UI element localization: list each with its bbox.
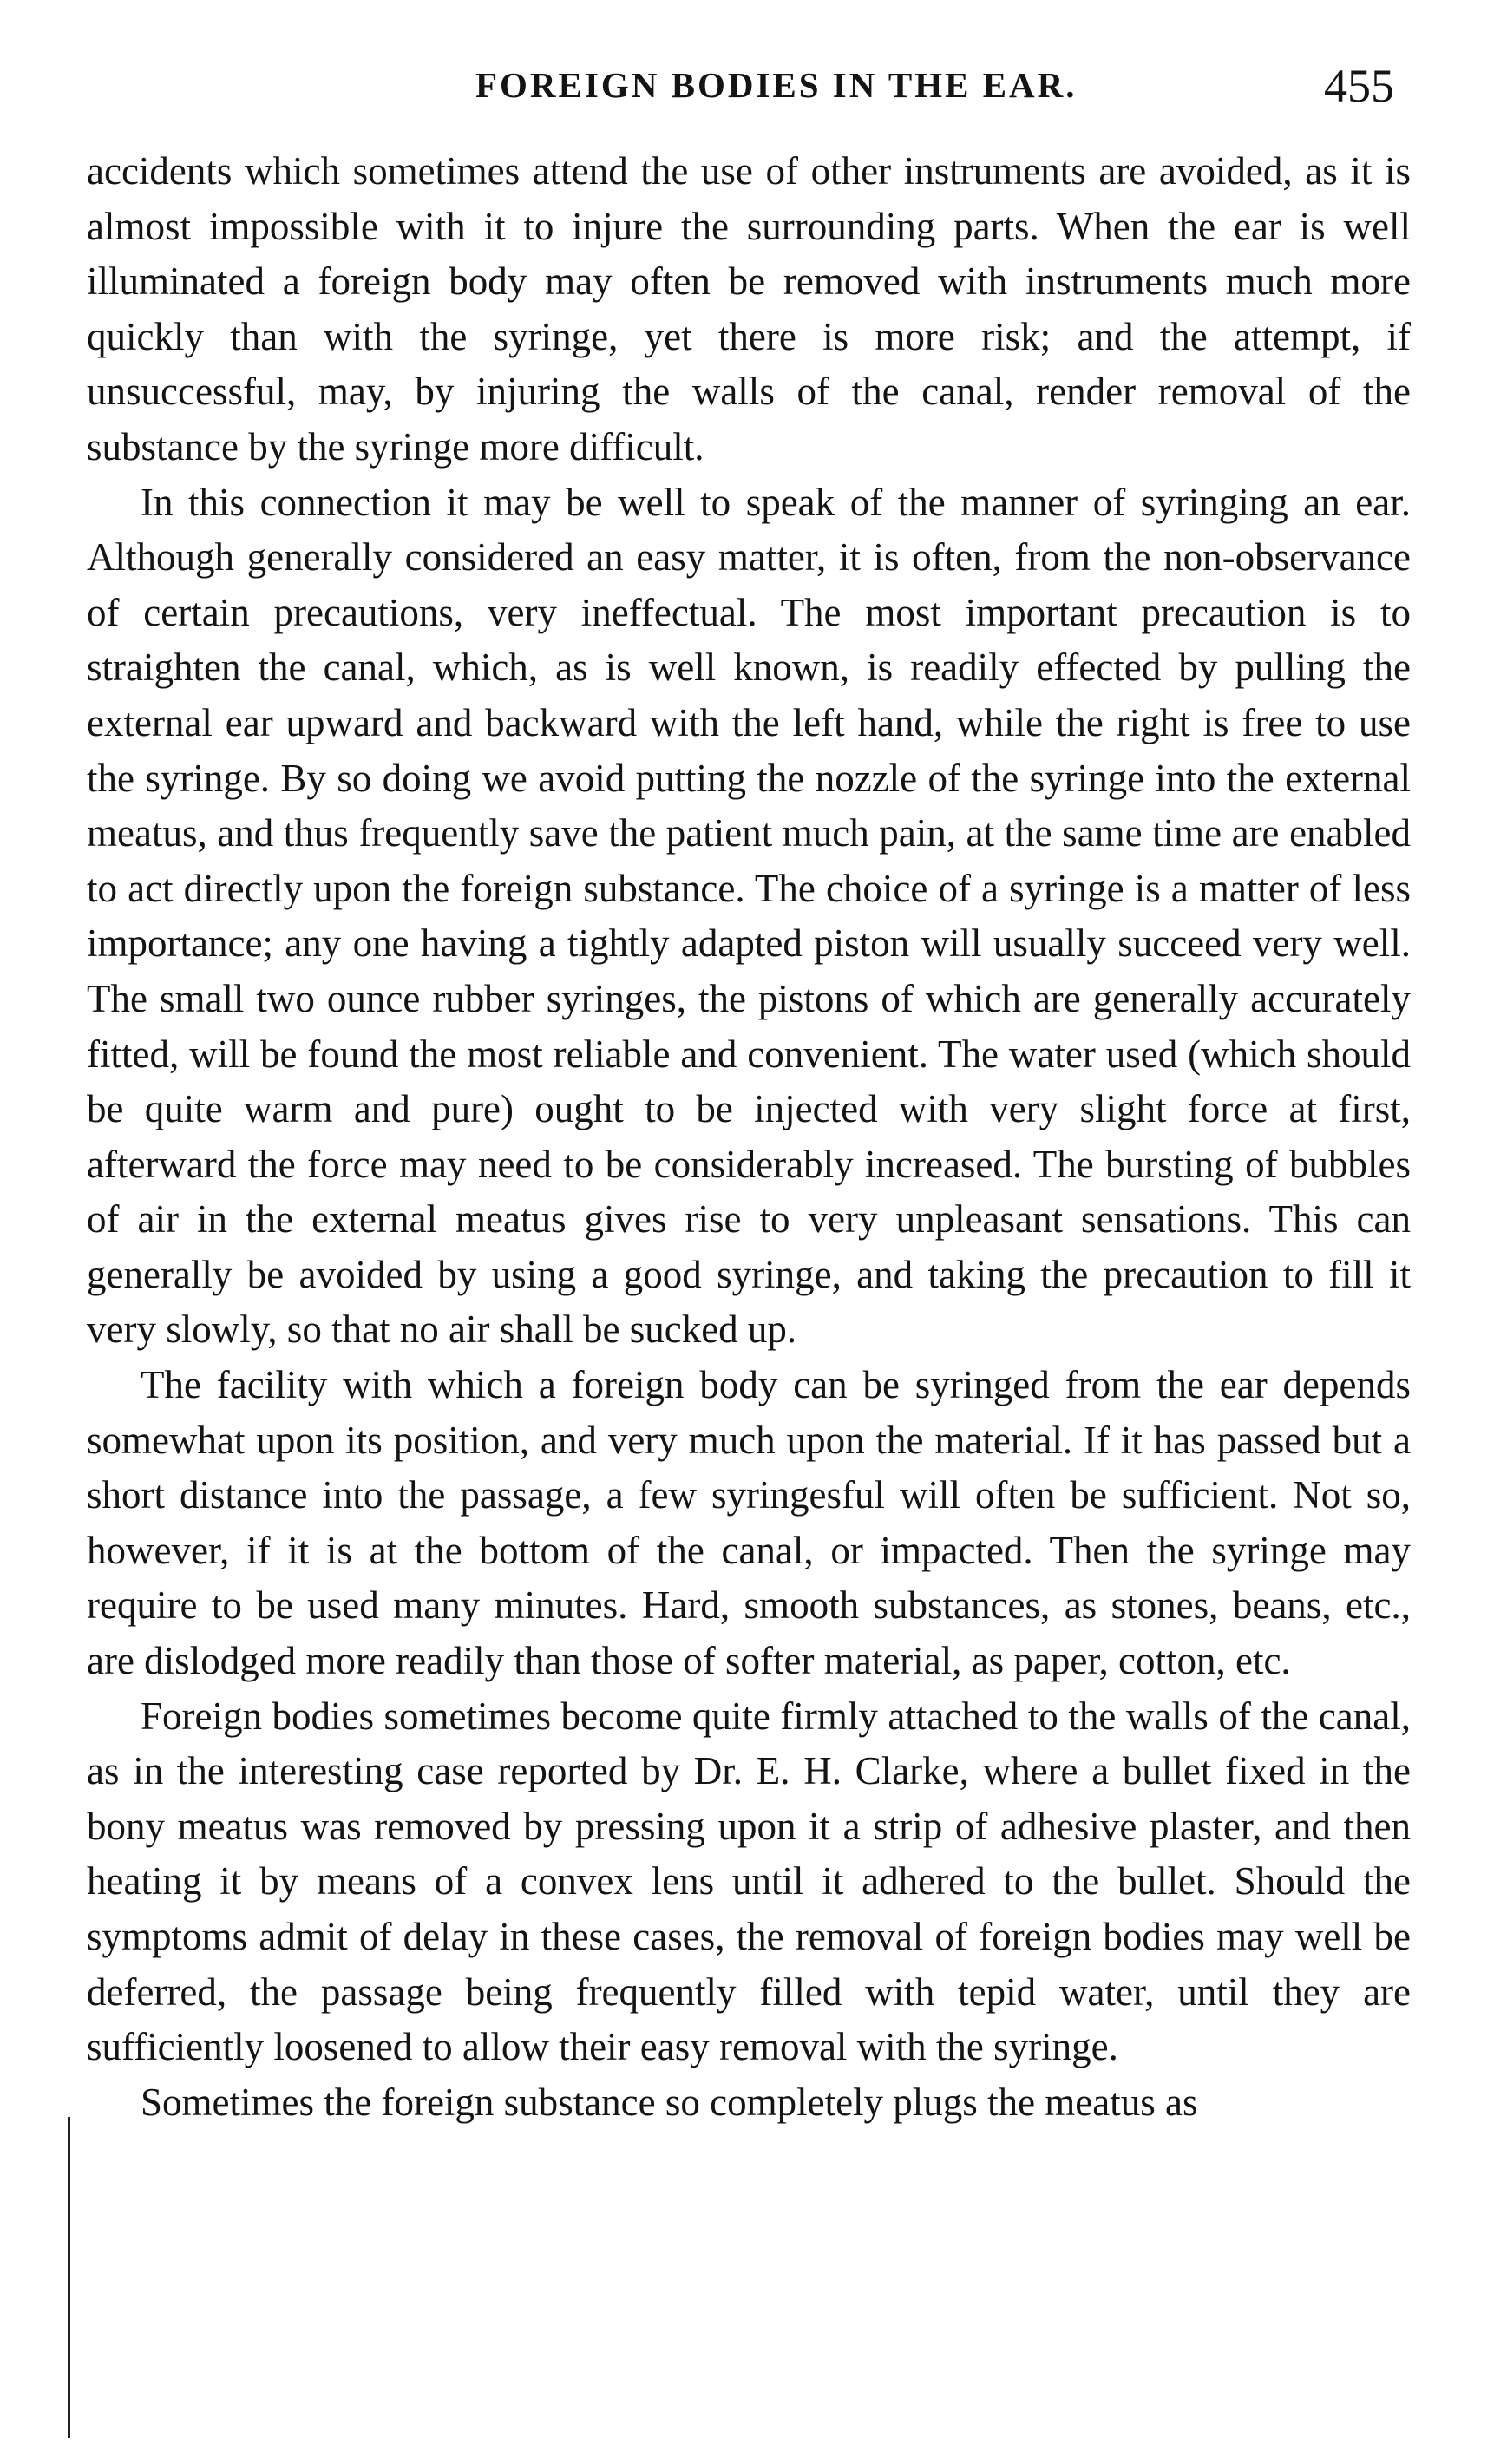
paragraph-plugs-meatus: Sometimes the foreign substance so completely plugs the meatus as — [141, 2080, 1198, 2124]
paragraph-syringing: In this connection it may be well to speak of the manner of syringing an ear. Although generally considered an easy matter, it is often, from the non-observance of certain precautions, very ineffectual. The most important precaution is to straighten the canal, which, as is well known, is readily effected by pulling the external ear upward and backward with the left hand, while the right is free to use the syringe. By so doing we avoid putting the nozzle of the syringe into the external meatus, and thus frequently save the patient much pain, at the same time are enabled to act directly upon the foreign substance. The choice of a syringe is a matter of less importance; any one having a tightly adapted piston will usually succeed very well. The small two ounce rubber syringes, the pistons of which are generally accurately fitted, will be found the most reliable and convenient. The water used (which should be quite warm and pure) ought to be injected with very slight force at first, afterward the force may need to be considerably increased. The bursting of bubbles of air in the external meatus gives rise to very unpleasant sensations. This can generally be avoided by using a good syringe, and taking the precaution to fill it very slowly, so that no air shall be sucked up. — [87, 480, 1411, 1352]
running-head: FOREIGN BODIES IN THE EAR. — [475, 65, 1078, 105]
paragraph-attached-bodies: Foreign bodies sometimes become quite firmly attached to the walls of the canal, as in the interesting case reported by Dr. E. H. Clarke, where a bullet fixed in the bony meatus was removed by pressing upon it a strip of adhesive plaster, and then heating it by means of a convex lens until it adhered to the bullet. Should the symptoms admit of delay in these cases, the removal of foreign bodies may well be deferred, the passage being frequently filled with tepid water, until they are sufficiently loosened to allow their easy removal with the syringe. — [87, 1694, 1411, 2069]
page-body — [87, 144, 1411, 2130]
page-header — [0, 60, 1507, 116]
margin-rule — [68, 2117, 70, 2438]
paragraph-facility: The facility with which a foreign body can be syringed from the ear depends somewhat upon its position, and very much upon the material. If it has passed but a short distance into the passage, a few syringesful will often be sufficient. Not so, however, if it is at the bottom of the canal, or impacted. Then the syringe may require to be used many minutes. Hard, smooth substances, as stones, beans, etc., are dislodged more readily than those of softer material, as paper, cotton, etc. — [87, 1363, 1411, 1683]
paragraph-continued: accidents which sometimes attend the use of other instruments are avoided, as it is almost impossible with it to injure the surrounding parts. When the ear is well illuminated a foreign body may often be removed with instruments much more quickly than with the syringe, yet there is more risk; and the attempt, if unsuccessful, may, by injuring the walls of the canal, render removal of the substance by the syringe more difficult. — [87, 149, 1411, 469]
page-number: 455 — [1324, 60, 1394, 112]
